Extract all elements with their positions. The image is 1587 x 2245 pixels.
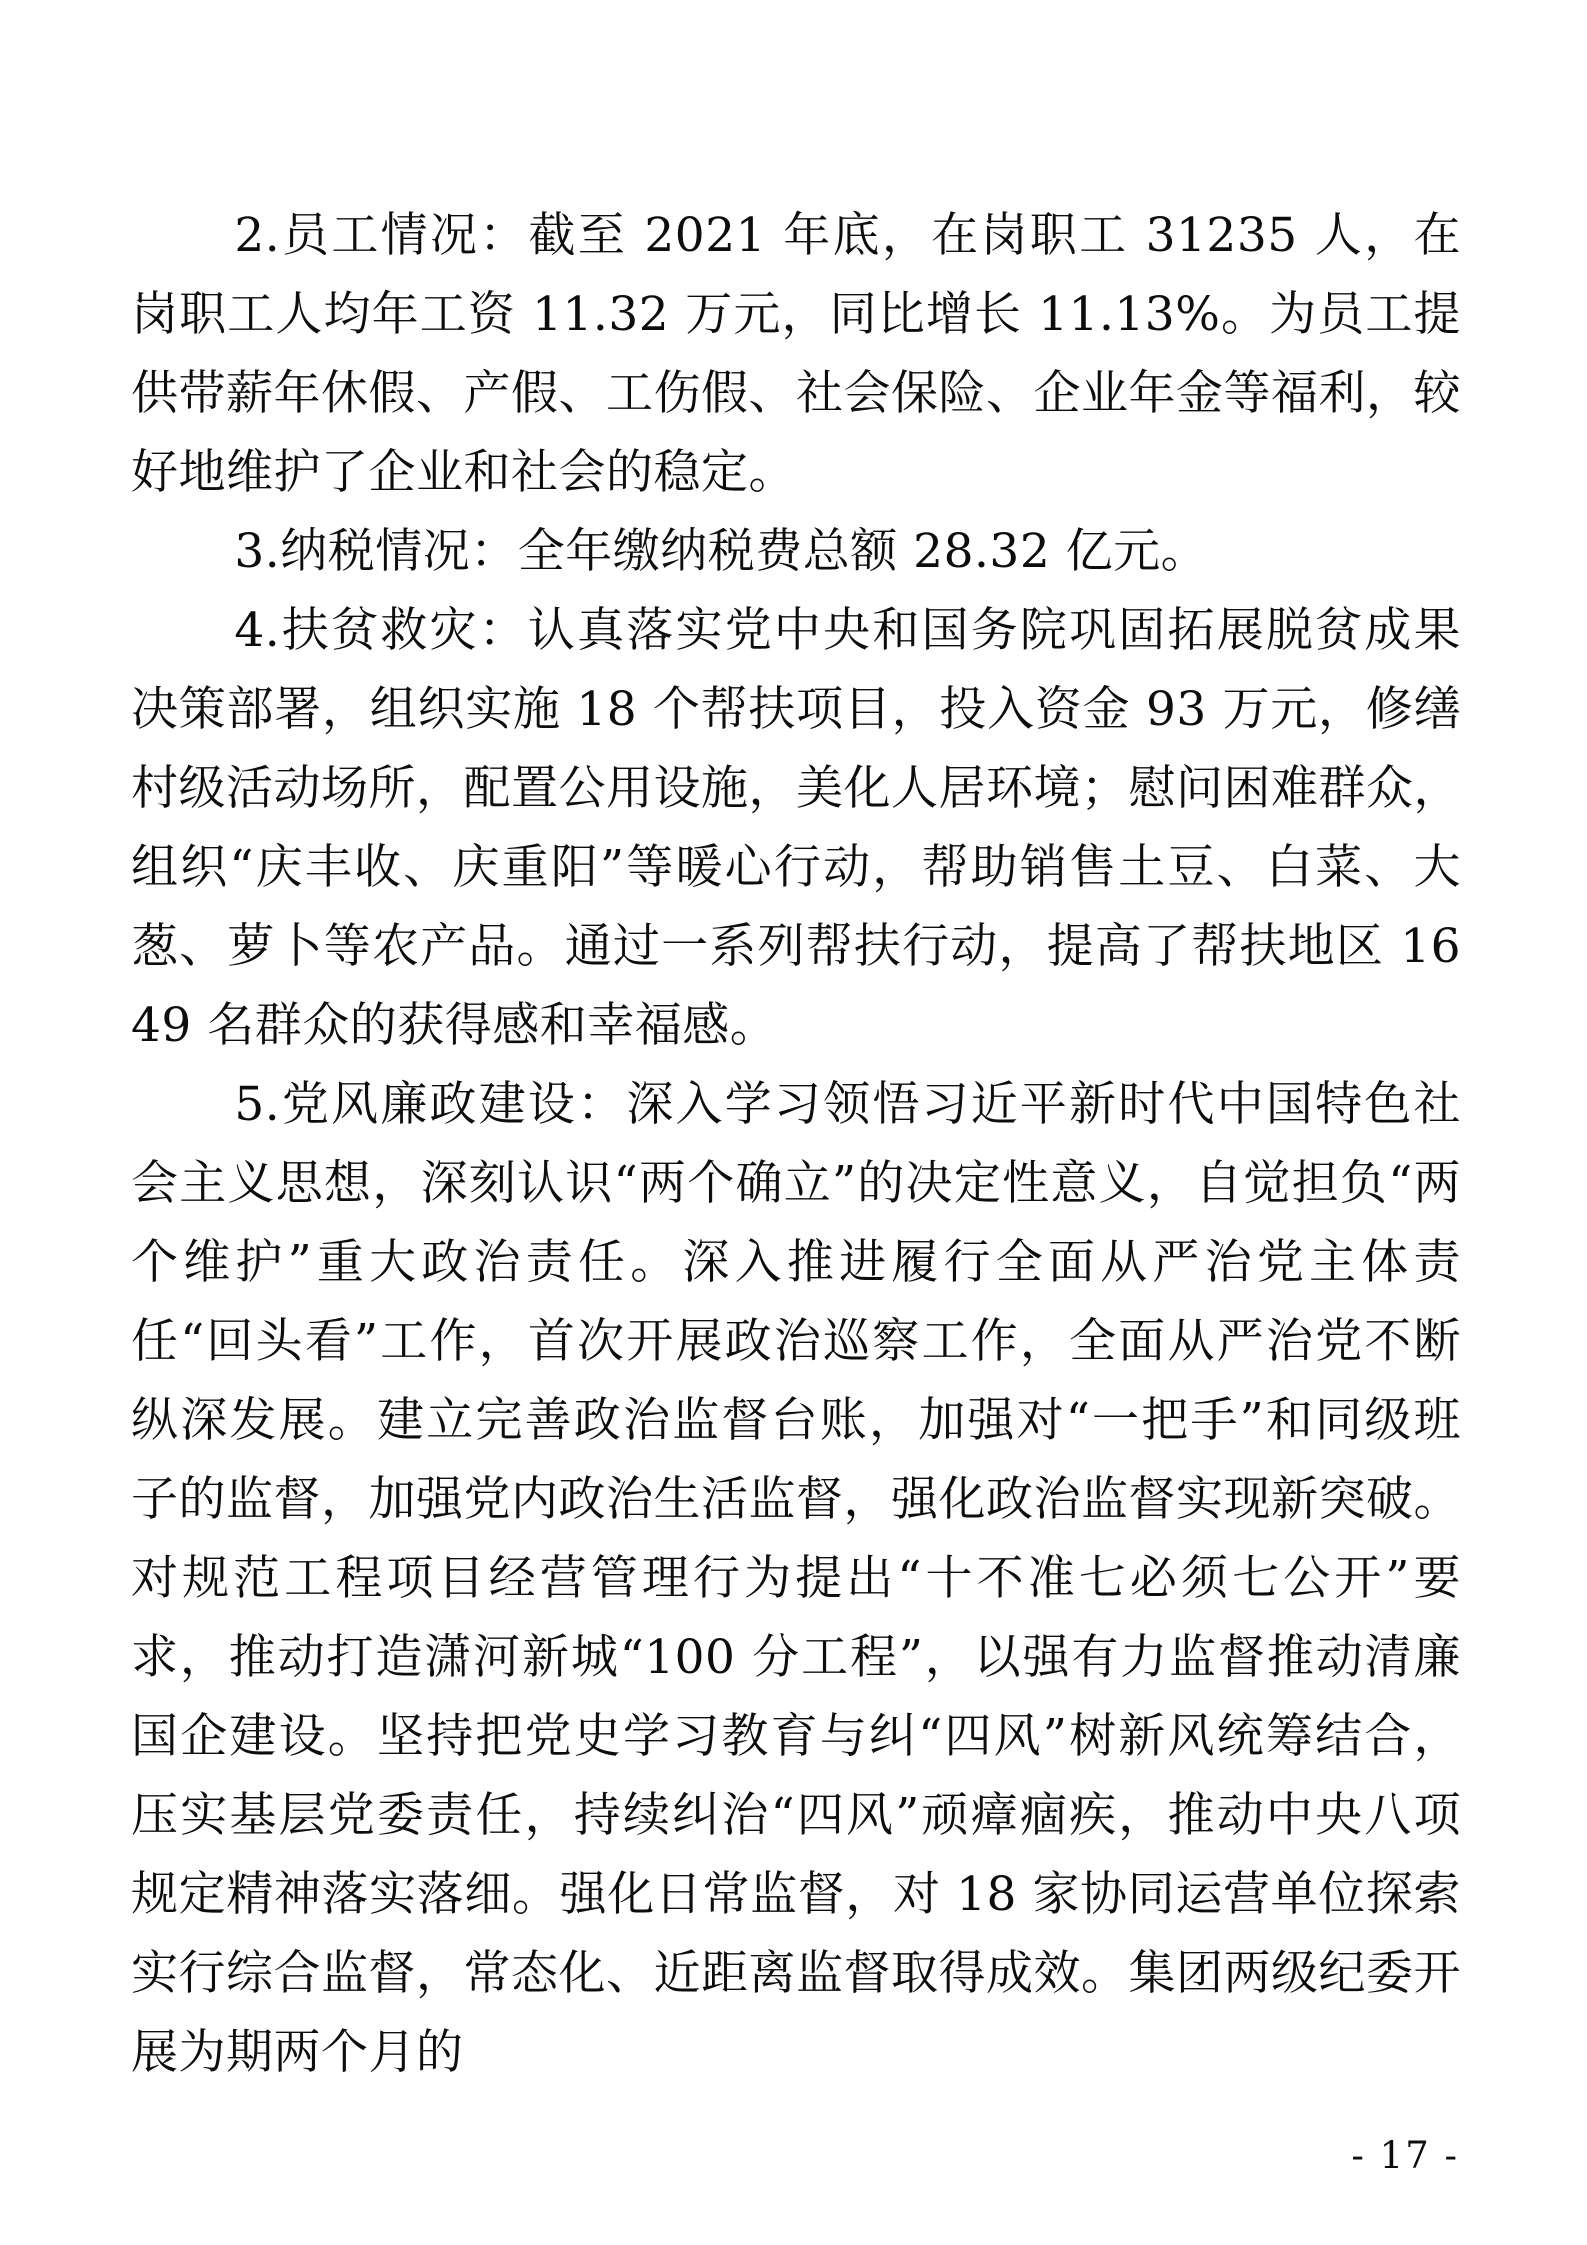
page-number: - 17 - [1351,2134,1459,2177]
paragraph-employee-info: 2.员工情况：截至 2021 年底，在岗职工 31235 人，在岗职工人均年工资 11.32 万元，同比增长 11.13%。为员工提供带薪年休假、产假、工伤假、社会保险、企业年金等福利，较好地维护了企业和社会的稳定。 [131,208,1461,500]
paragraph-poverty-relief: 4.扶贫救灾：认真落实党中央和国务院巩固拓展脱贫成果决策部署，组织实施 18 个帮扶项目，投入资金 93 万元，修缮村级活动场所，配置公用设施，美化人居环境；慰问困难群众，组织“庆丰收、庆重阳”等暖心行动，帮助销售土豆、白菜、大葱、萝卜等农产品。通过一系列帮扶行动，提高了帮扶地区 1649 名群众的获得感和幸福感。 [131,603,1461,1053]
paragraph-tax-info: 3.纳税情况：全年缴纳税费总额 28.32 亿元。 [234,524,1209,579]
paragraph-party-conduct: 5.党风廉政建设：深入学习领悟习近平新时代中国特色社会主义思想，深刻认识“两个确立”的决定性意义，自觉担负“两个维护”重大政治责任。深入推进履行全面从严治党主体责任“回头看”工作，首次开展政治巡察工作，全面从严治党不断纵深发展。建立完善政治监督台账，加强对“一把手”和同级班子的监督，加强党内政治生活监督，强化政治监督实现新突破。对规范工程项目经营管理行为提出“十不准七必须七公开”要求，推动打造潇河新城“100 分工程”，以强有力监督推动清廉国企建设。坚持把党史学习教育与纠“四风”树新风统筹结合，压实基层党委责任，持续纠治“四风”顽瘴痼疾，推动中央八项规定精神落实落细。强化日常监督，对 18 家协同运营单位探索实行综合监督，常态化、近距离监督取得成效。集团两级纪委开展为期两个月的 [131,1077,1461,2080]
document-body [131,196,1461,2092]
